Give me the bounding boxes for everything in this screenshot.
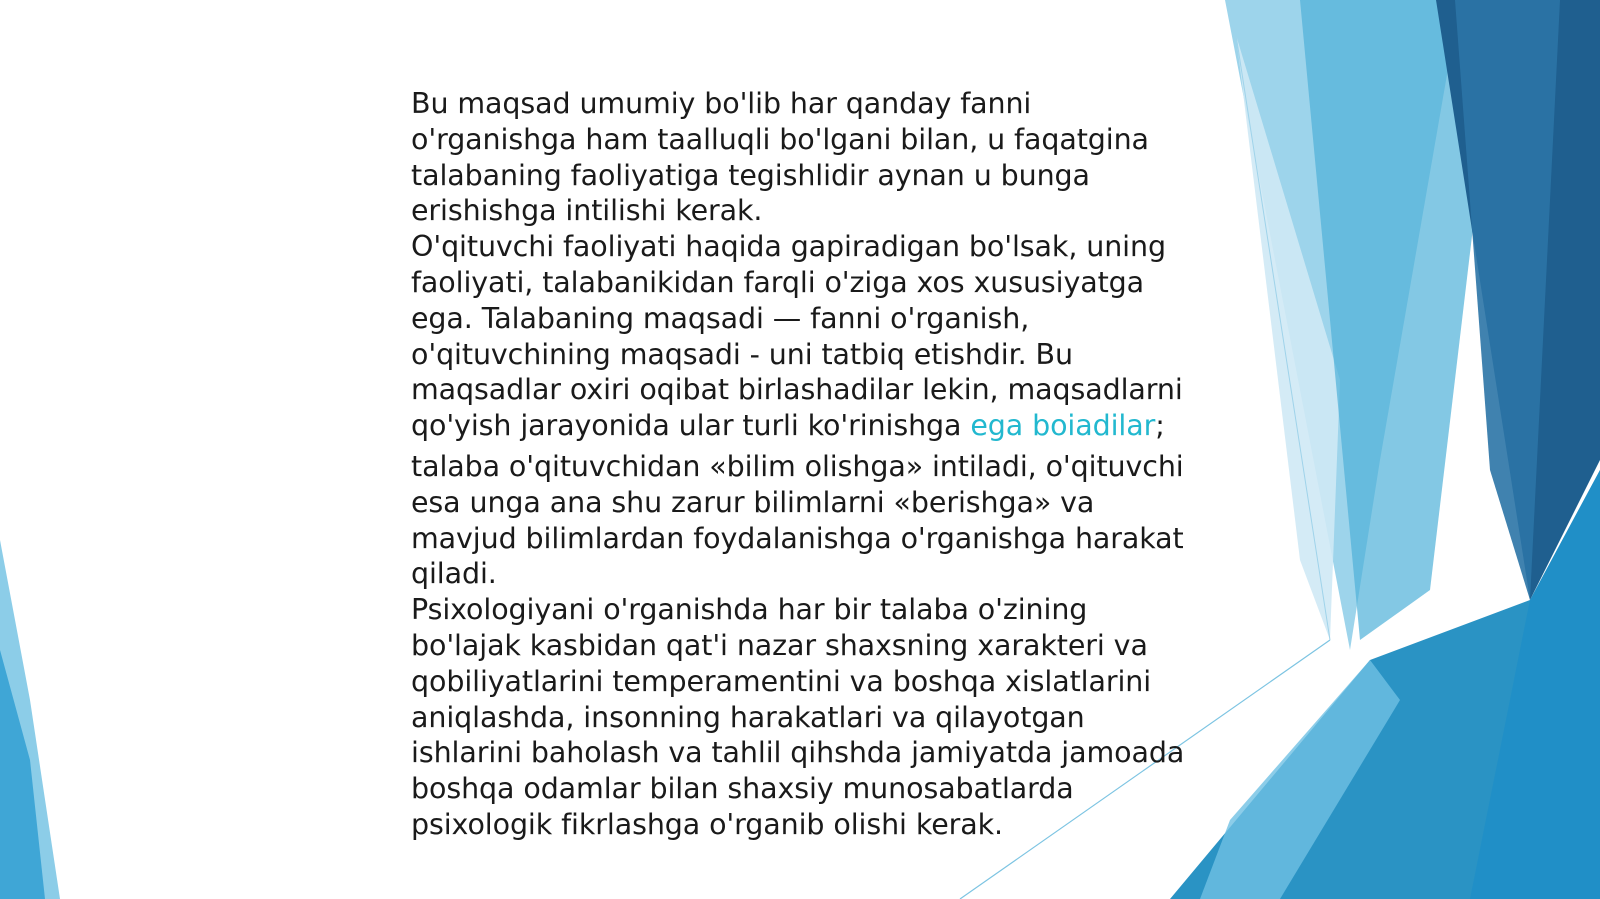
- paragraph-2-end: ;: [1155, 409, 1165, 443]
- paragraph-2: [411, 229, 1191, 444]
- paragraph-1: Bu maqsad umumiy bo'lib har qanday fanni o'rganishga ham taalluqli bo'lgani bilan, u faqatgina talabaning faoliyatiga tegishlidir aynan u bunga erishishga intilishi kerak.: [411, 87, 1149, 228]
- slide-body-text: [411, 86, 1191, 843]
- paragraph-3: talaba o'qituvchidan «bilim olishga» intiladi, o'qituvchi esa unga ana shu zarur bilimlarni «berishga» va mavjud bilimlardan foydalanishga o'rganishga harakat qiladi.: [411, 449, 1184, 591]
- paragraph-2-link[interactable]: ega boiadilar: [970, 409, 1156, 443]
- paragraph-2-text: O'qituvchi faoliyati haqida gapiradigan bo'lsak, uning faoliyati, talabanikidan farqli o'ziga xos xususiyatga ega. Talabaning maqsadi — fanni o'rganish, o'qituvchining maqsadi - uni tatbiq etishdir. Bu maqsadlar oxiri oqibat birlashadilar lekin, maqsadlarni qo'yish jarayonida ular turli ko'rinishga: [411, 230, 1183, 443]
- paragraph-4: Psixologiyani o'rganishda har bir talaba o'zining bo'lajak kasbidan qat'i nazar shaxsning xarakteri va qobiliyatlarini temperamentini va boshqa xislatlarini aniqlashda, insonning harakatlari va qilayotgan ishlarini baholash va tahlil qihshda jamiyatda jamoada boshqa odamlar bilan shaxsiy munosabatlarda psixologik fikrlashga o'rganib olishi kerak.: [411, 593, 1185, 841]
